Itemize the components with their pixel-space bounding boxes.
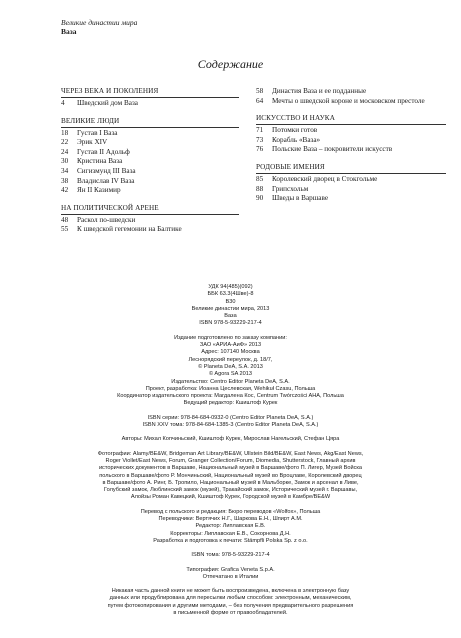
catalog-line: ББК 63.3(4Шве)-8 (207, 291, 254, 298)
toc-entry (256, 126, 446, 136)
toc-page-number: 88 (256, 184, 264, 193)
toc-right-column (256, 87, 446, 212)
publisher-line: ЗАО «АРИА-АиФ» 2013 (199, 342, 262, 349)
isbn-line: ISBN XXV тома: 978-84-684-1385-3 (Centro Editor Planeta DeA, S.A.) (142, 422, 319, 429)
publisher-line: © Agora SA 2013 (209, 371, 252, 378)
toc-page-number: 58 (256, 87, 264, 95)
toc-page-number: 71 (256, 126, 264, 135)
toc-entry-title: Кристина Ваза (77, 157, 123, 166)
translation-line: Перевод с польского и редакция: Бюро переводов «Wolfox», Польша (140, 508, 321, 515)
toc-section-heading: ВЕЛИКИЕ ЛЮДИ (61, 117, 239, 128)
printing-line: Типография: Grafica Veneta S.p.A. (186, 566, 275, 573)
toc-entry (256, 194, 446, 204)
imprint-authors: Авторы: Михал Копчиньский, Кшиштоф Курек, Мирослав Нагельский, Стефан Цяра (121, 436, 340, 443)
publisher-line: Проект, разработка: Иоанна Цеслевская, Wehikuł Czasu, Польша (145, 385, 316, 392)
toc-page-number: 73 (256, 135, 264, 144)
imprint-printing (0, 567, 461, 582)
volume-title: Ваза (61, 27, 77, 36)
toc-entry-title: Польские Ваза – покровители искусств (272, 145, 393, 154)
toc-page-number: 64 (256, 96, 264, 105)
toc-section (61, 204, 239, 235)
catalog-line: Великие династии мира, 2013 (191, 305, 270, 312)
translation-line: Разработка и подготовка к печати: Stämpfli Polska Sp. z o.o. (153, 537, 308, 544)
toc-entry-title: Густав I Ваза (77, 128, 118, 137)
imprint (0, 284, 461, 617)
toc-section (256, 163, 446, 204)
toc-right-top-items (256, 87, 446, 106)
toc-entry-title: Шведы в Варшаве (272, 194, 329, 203)
series-header (61, 18, 137, 36)
toc-page-number: 85 (256, 174, 264, 183)
toc-page-number: 4 (61, 99, 65, 107)
catalog-line: Ваза (224, 313, 237, 320)
notice-line: Никакая часть данной книги не может быть воспроизведена, включена в электронную базу (111, 588, 350, 595)
toc-section (61, 87, 239, 109)
toc-entry-title: Королевский дворец в Стокгольме (272, 174, 378, 183)
toc-entry-title: Ян II Казимир (77, 186, 121, 195)
publisher-line: Координатор издательского проекта: Магдалена Кос, Centrum Twórczości AHA, Польша (117, 393, 344, 400)
publisher-line: Издательство: Centro Editor Planeta DeA, S.A. (171, 378, 290, 385)
toc-section (61, 117, 239, 196)
toc-entry (256, 97, 446, 107)
toc-entry (256, 175, 446, 185)
toc-section-heading: НА ПОЛИТИЧЕСКОЙ АРЕНЕ (61, 204, 239, 215)
toc-entry-title: Владислав IV Ваза (77, 176, 135, 185)
toc-entry (61, 99, 239, 109)
toc-entry (61, 138, 239, 148)
series-title: Великие династии мира (61, 18, 138, 27)
toc-page-number: 48 (61, 215, 69, 224)
photo-credit-line: Фотографии: Alamy/BE&W, Bridgeman Art Library/BE&W, Ullstein Bild/BE&W, East News, Akg/East News, (97, 450, 364, 457)
toc-entry-title: Раскол по-шведски (77, 215, 136, 224)
toc-section-heading: ЧЕРЕЗ ВЕКА И ПОКОЛЕНИЯ (61, 87, 239, 98)
imprint-translation (0, 509, 461, 545)
notice-line: в письменной форме от правообладателей. (173, 609, 288, 616)
photo-credit-line: исторических документов в Варшаве, Национальный музей в Варшаве/фото П. Лигер, Музей Войска (98, 465, 363, 472)
imprint-photo-credits (0, 451, 461, 502)
toc-entry (61, 177, 239, 187)
translation-line: Переводчики: Вертячих Н.Г., Шаркова Е.Н., Шпирт А.М. (158, 516, 303, 523)
catalog-line: ISBN 978-5-93229-217-4 (199, 320, 262, 327)
toc-entry-title: Густав II Адольф (77, 147, 130, 156)
toc-entry (256, 87, 446, 97)
toc-entry (61, 148, 239, 158)
translation-line: Редактор: Липлавская Е.В. (195, 523, 266, 530)
toc-page-number: 38 (61, 176, 69, 185)
publisher-line: Издание подготовлено по заказу компании: (174, 334, 287, 341)
photo-credit-line: в Варшаве/фото А. Ринг, Б. Тропило, Национальный музей в Мальборке, Замок и арсенал в Ливе, (102, 479, 359, 486)
photo-credit-line: Roger Viollet/East News, Forum, Granger Collection/Forum, Diomedia, Shutterstock, Главный архив (105, 457, 356, 464)
catalog-line: В30 (225, 298, 236, 305)
toc-entry (256, 145, 446, 155)
toc-entry-title: Мечты о шведской короне и московском престоле (272, 96, 425, 105)
toc-entry-title: Потомки готов (272, 126, 318, 135)
toc-entry (61, 157, 239, 167)
toc-page-number: 24 (61, 147, 69, 156)
imprint-copyright-notice (0, 588, 461, 617)
imprint-isbn-series (0, 415, 461, 430)
translation-line: Корректоры: Липлавская Е.В., Сокорнова Д.Н. (170, 530, 291, 537)
notice-line: данных или продублирована для пересылки любым способом: электронным, механическим, (109, 595, 352, 602)
publisher-line: Адрес: 107140 Москва (201, 349, 260, 356)
publisher-line: Леснорядский переулок, д. 18/7, (188, 356, 273, 363)
contents-title: Содержание (197, 57, 264, 71)
toc-entry (61, 216, 239, 226)
imprint-catalog (0, 284, 461, 328)
toc-entry-title: Грипсхольм (272, 184, 309, 193)
publisher-line: Ведущий редактор: Кшиштоф Курек (183, 400, 278, 407)
toc-entry-title: Корабль «Ваза» (272, 135, 321, 144)
toc-page-number: 18 (61, 128, 69, 137)
toc-entry-title: К шведской гегемонии на Балтике (77, 225, 182, 234)
toc-entry (61, 167, 239, 177)
toc-section-heading: ИСКУССТВО И НАУКА (256, 114, 446, 125)
publisher-line: © Planeta DeA, S.A. 2013 (198, 363, 263, 370)
toc-entry-title: Шведский дом Ваза (77, 99, 138, 107)
notice-line: путем фотокопирования и другими методами, – без получения предварительного разрешения (107, 602, 354, 609)
toc-section-heading: РОДОВЫЕ ИМЕНИЯ (256, 163, 446, 174)
toc-page-number: 22 (61, 138, 69, 147)
photo-credit-line: Алойзы Роман Кавецкий, Кшиштоф Курек, Городской музей в Камбре/BE&W (130, 494, 331, 501)
toc-page-number: 55 (61, 225, 69, 234)
catalog-line: УДК 94(485)(092) (208, 284, 253, 290)
isbn-line: ISBN серии: 978-84-684-0932-0 (Centro Editor Planeta DeA, S.A.) (147, 414, 314, 421)
toc-left-column (61, 87, 239, 243)
photo-credit-line: Голубский замок, Люблинский замок (музей), Тракайский замок, Исторический музей г. Варшавы, (103, 487, 358, 494)
toc-page-number: 90 (256, 194, 264, 203)
toc-page-number: 42 (61, 186, 69, 195)
toc-entry-title: Эрик XIV (77, 138, 108, 147)
toc-section (256, 114, 446, 155)
imprint-publisher (0, 335, 461, 408)
toc-entry (61, 186, 239, 196)
toc-entry-title: Династия Ваза и ее подданные (272, 87, 367, 95)
toc-entry (256, 136, 446, 146)
toc-page-number: 34 (61, 166, 69, 175)
toc-entry (61, 225, 239, 235)
toc-page-number: 76 (256, 145, 264, 154)
toc-page-number: 30 (61, 157, 69, 166)
toc-entry (256, 185, 446, 195)
toc-right-sections (256, 114, 446, 204)
printing-line: Отпечатано в Италии (202, 573, 259, 580)
photo-credit-line: польского в Варшаве/фото Р. Мончиньский, Национальный музей во Вроцлаве, Королевский дворец (99, 472, 362, 479)
imprint-isbn-volume: ISBN тома: 978-5-93229-217-4 (191, 552, 270, 559)
toc-entry-title: Сигизмунд III Ваза (77, 166, 136, 175)
toc-entry (61, 129, 239, 139)
